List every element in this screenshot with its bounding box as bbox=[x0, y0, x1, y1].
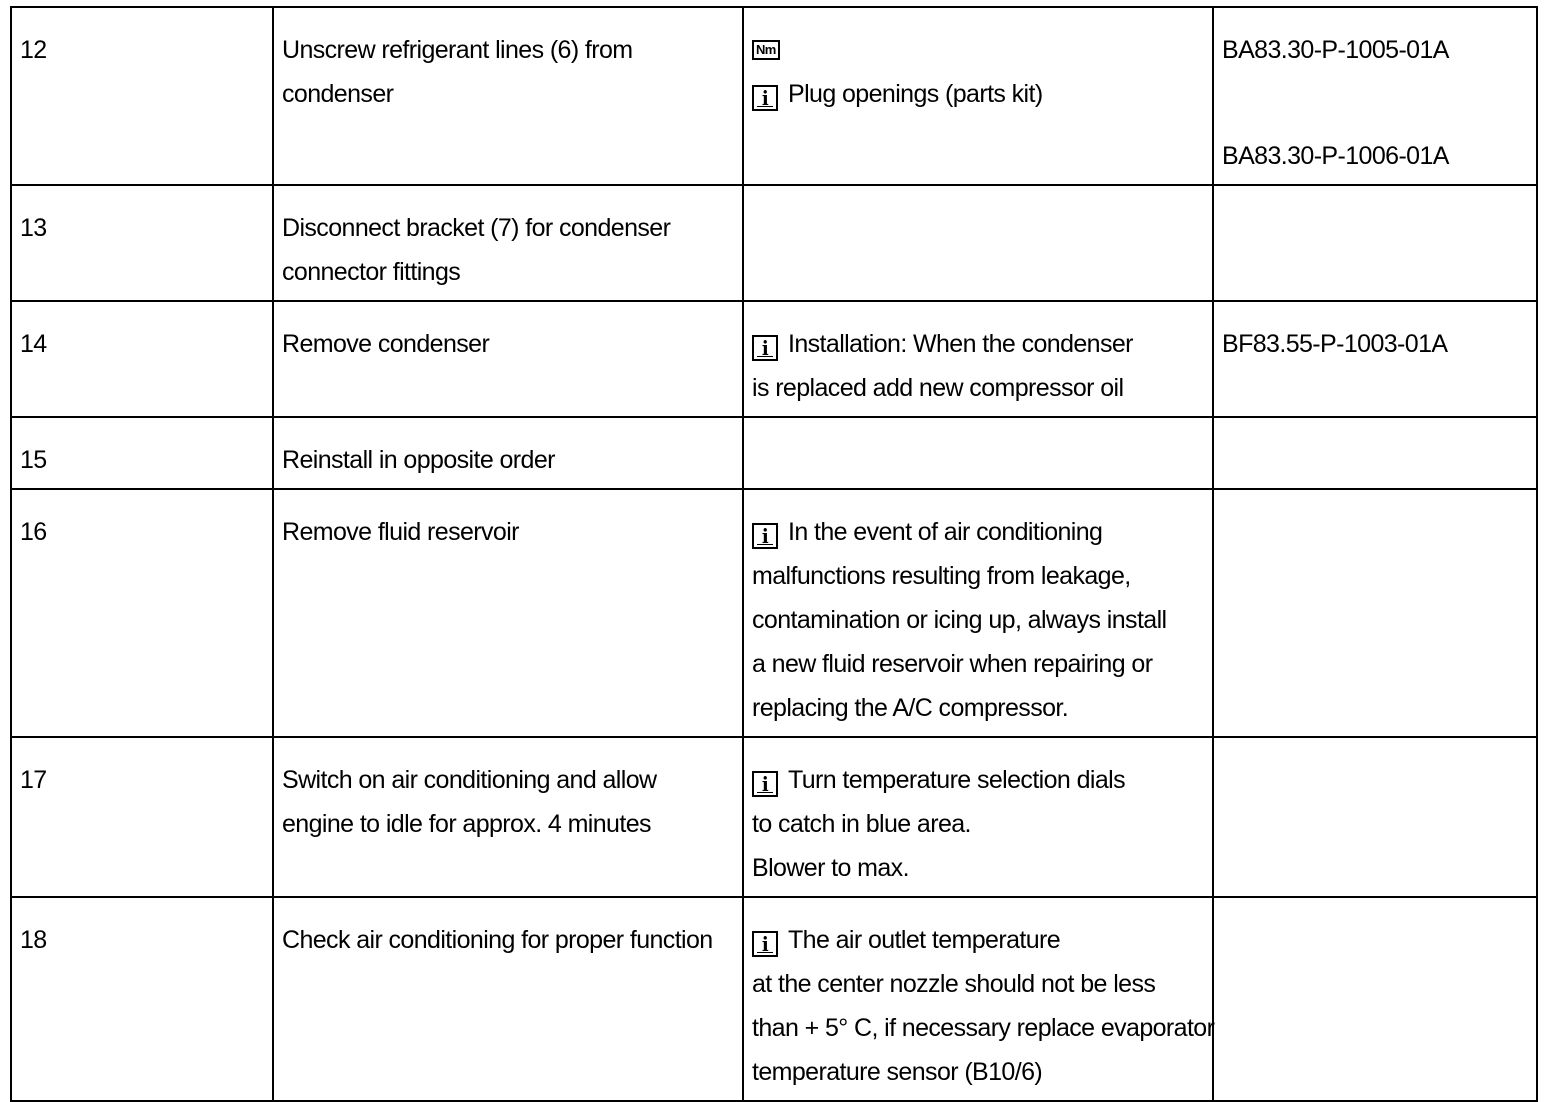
step-number: 15 bbox=[20, 446, 47, 474]
notes-cell bbox=[743, 7, 1213, 185]
note-text: Installation: When the condenser bbox=[788, 330, 1133, 358]
step-number-cell bbox=[11, 417, 273, 489]
step-number-cell bbox=[11, 301, 273, 417]
notes-cell bbox=[743, 301, 1213, 417]
table-row bbox=[11, 185, 1537, 301]
step-number: 14 bbox=[20, 330, 47, 358]
table-row bbox=[11, 7, 1537, 185]
note-line bbox=[752, 918, 1204, 962]
note-text: contamination or icing up, always install bbox=[752, 606, 1167, 634]
document-reference[interactable]: BF83.55-P-1003-01A bbox=[1222, 330, 1448, 358]
info-icon: i bbox=[752, 85, 778, 111]
step-number: 12 bbox=[20, 36, 47, 64]
step-number: 17 bbox=[20, 766, 47, 794]
document-reference[interactable]: BA83.30-P-1005-01A bbox=[1222, 36, 1449, 64]
notes-cell bbox=[743, 737, 1213, 897]
note-line bbox=[752, 322, 1204, 366]
operation-cell bbox=[273, 897, 743, 1101]
note-text: malfunctions resulting from leakage, bbox=[752, 562, 1131, 590]
table-row bbox=[11, 489, 1537, 737]
note-line bbox=[752, 366, 1204, 410]
torque-nm-icon: Nm bbox=[752, 40, 780, 60]
step-number: 18 bbox=[20, 926, 47, 954]
operation-text: Disconnect bracket (7) for condenser bbox=[282, 214, 671, 242]
operation-cell bbox=[273, 7, 743, 185]
note-line bbox=[752, 802, 1204, 846]
step-number: 16 bbox=[20, 518, 47, 546]
operation-cell bbox=[273, 185, 743, 301]
info-icon: i bbox=[752, 335, 778, 361]
note-line bbox=[752, 642, 1204, 686]
note-text: temperature sensor (B10/6) bbox=[752, 1058, 1043, 1086]
operation-cell bbox=[273, 737, 743, 897]
note-line bbox=[752, 554, 1204, 598]
notes-cell bbox=[743, 417, 1213, 489]
operation-text: Check air conditioning for proper function bbox=[282, 926, 713, 954]
note-text: Turn temperature selection dials bbox=[788, 766, 1125, 794]
note-line bbox=[752, 28, 1204, 72]
procedure-table bbox=[10, 6, 1538, 1102]
operation-cell bbox=[273, 301, 743, 417]
spacer bbox=[1222, 72, 1528, 134]
operation-text: Reinstall in opposite order bbox=[282, 446, 555, 474]
note-line bbox=[752, 598, 1204, 642]
document-reference-cell bbox=[1213, 417, 1537, 489]
table-row bbox=[11, 737, 1537, 897]
info-icon: i bbox=[752, 771, 778, 797]
document-reference-cell bbox=[1213, 7, 1537, 185]
operation-text: Remove condenser bbox=[282, 330, 490, 358]
operation-text: Switch on air conditioning and allow bbox=[282, 766, 657, 794]
operation-text: connector fittings bbox=[282, 258, 461, 286]
note-text: In the event of air conditioning bbox=[788, 518, 1103, 546]
note-text: Plug openings (parts kit) bbox=[788, 80, 1043, 108]
table-row bbox=[11, 897, 1537, 1101]
note-text: a new fluid reservoir when repairing or bbox=[752, 650, 1153, 678]
note-text: Blower to max. bbox=[752, 854, 909, 882]
operation-text: Unscrew refrigerant lines (6) from bbox=[282, 36, 633, 64]
step-number-cell bbox=[11, 897, 273, 1101]
step-number-cell bbox=[11, 737, 273, 897]
notes-cell bbox=[743, 897, 1213, 1101]
document-reference-cell bbox=[1213, 489, 1537, 737]
procedure-rows bbox=[11, 7, 1537, 1101]
note-text: replacing the A/C compressor. bbox=[752, 694, 1069, 722]
step-number-cell bbox=[11, 185, 273, 301]
note-text: than + 5° C, if necessary replace evaporator bbox=[752, 1014, 1215, 1042]
note-line bbox=[752, 846, 1204, 890]
note-line bbox=[752, 686, 1204, 730]
table-row bbox=[11, 417, 1537, 489]
note-line bbox=[752, 510, 1204, 554]
notes-cell bbox=[743, 185, 1213, 301]
notes-cell bbox=[743, 489, 1213, 737]
step-number-cell bbox=[11, 489, 273, 737]
operation-cell bbox=[273, 417, 743, 489]
note-line bbox=[752, 72, 1204, 116]
operation-text: condenser bbox=[282, 80, 394, 108]
note-text: is replaced add new compressor oil bbox=[752, 374, 1124, 402]
info-icon: i bbox=[752, 523, 778, 549]
document-reference-cell bbox=[1213, 185, 1537, 301]
note-line bbox=[752, 758, 1204, 802]
note-line bbox=[752, 1050, 1204, 1094]
step-number-cell bbox=[11, 7, 273, 185]
document-reference[interactable]: BA83.30-P-1006-01A bbox=[1222, 142, 1449, 170]
operation-text: engine to idle for approx. 4 minutes bbox=[282, 810, 651, 838]
document-reference-cell bbox=[1213, 897, 1537, 1101]
info-icon: i bbox=[752, 931, 778, 957]
note-line bbox=[752, 1006, 1215, 1050]
operation-text: Remove fluid reservoir bbox=[282, 518, 519, 546]
table-row bbox=[11, 301, 1537, 417]
note-text: at the center nozzle should not be less bbox=[752, 970, 1156, 998]
document-reference-cell bbox=[1213, 301, 1537, 417]
operation-cell bbox=[273, 489, 743, 737]
note-text: to catch in blue area. bbox=[752, 810, 971, 838]
note-text: The air outlet temperature bbox=[788, 926, 1061, 954]
step-number: 13 bbox=[20, 214, 47, 242]
document-reference-cell bbox=[1213, 737, 1537, 897]
note-line bbox=[752, 962, 1204, 1006]
